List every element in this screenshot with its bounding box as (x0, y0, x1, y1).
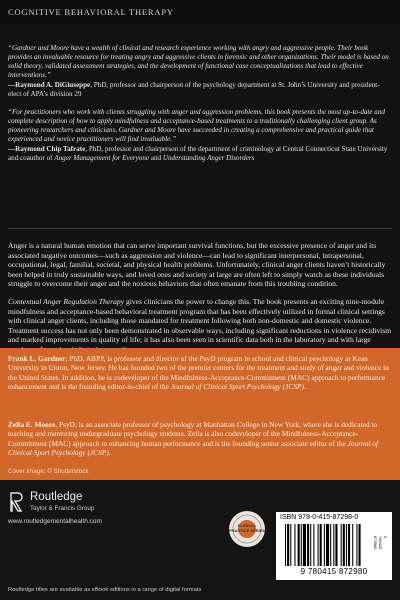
description-paragraph-1: Anger is a natural human emotion that can serve important survival functions, but the excessive presence of anger and its associated negative outcomes—such as aggression and violence—can lead to significant interpersonal, intrapersonal, occupational, legal, familial, societal, and physical health problems. Unfortunately, clinical anger clients haven’t historically been helped in truly sustainable ways, and loved ones and society at large are often left to simply watch as these individuals struggle to overcome their anger and the noxious behaviors that often emanate from this troubling condition. (8, 241, 386, 289)
isbn-label: ISBN 978-0-415-87298-0 (280, 514, 359, 521)
section-divider (8, 228, 392, 229)
book-description (8, 241, 392, 355)
endorsement-attribution (8, 145, 392, 163)
endorsement-quote: “Gardner and Moore have a wealth of clinical and research experience working with angry and aggressive people. Their book provides an invaluable resource for treating angry and aggressive clients in forensic and other organizations. Their model is based on solid theory, validated assessment strategies, and the development of functional case conceptualizations that lead to effective interventions.” (8, 44, 389, 79)
endorsement-affiliation: , PhD, professor and chairperson of the psychology department at St. John’s University and president-elect of APA’s division 29 (8, 81, 380, 98)
author-bio-moore (8, 420, 392, 457)
cover-image-credit: Cover image: © Shutterstock (8, 468, 89, 475)
series-header-bar (0, 0, 400, 24)
barcode-number: 9 780415 872980 (300, 567, 368, 576)
publisher-name: Routledge (30, 491, 83, 503)
endorsements (8, 44, 392, 163)
endorsement-tafrate (8, 108, 392, 163)
author-bio-gardner (8, 354, 392, 391)
conjunction: and (149, 154, 163, 162)
author-name: Frank L. Gardner (8, 354, 66, 363)
author-bio-text: , PhD, ABPP, is professor and director of the PsyD program in school and clinical psychology at Kean University in Union, New Jersey. He has founded two of the premier centers for the treatment and study of anger and violence in the United States. In addition, he is codeveloper of the Mindfulness-Acceptance-Commitment (MAC) approach to performance enhancement and is the founding editor-in-chief of the (8, 354, 389, 391)
book-title: Anger Management for Everyone (54, 154, 150, 162)
endorsement-quote: “For practitioners who work with clients struggling with anger and aggression problems, this book presents the most up-to-date and complete description of how to apply mindfulness and acceptance-based treatments to a traditionally challenging client group. As pioneering researchers and clinicians, Gardner and Moore have succeeded in creating a comprehensive and practical guide that experienced and novice practitioners will find invaluable.” (8, 108, 385, 143)
description-paragraph-2 (8, 297, 392, 355)
author-bio-text: , PsyD, is an associate professor of psychology at Manhattan College in New York, where she is dedicated to teaching and mentoring undergraduate psychology students. Zella is also codeveloper of the Mindfulness-Acceptance-Commitment (MAC) approach to enhancing human performance and is the founding senior associate editor of the (8, 420, 378, 448)
publisher-group: Taylor & Francis Group (30, 505, 95, 512)
book-title: Understanding Anger Disorders (162, 154, 255, 162)
series-title: COGNITIVE BEHAVIORAL THERAPY (8, 7, 174, 17)
journal-title: Journal of Clinical Sport Psychology (JCSP) (170, 381, 305, 391)
book-title: Contextual Anger Regulation Therapy (8, 296, 125, 306)
barcode-icon (285, 524, 385, 566)
ebook-availability-note: Routledge titles are available as eBook editions in a range of digital formats (8, 587, 202, 593)
barcode-side-number: 9 780415 872980 (373, 536, 388, 550)
punctuation: . (304, 381, 306, 391)
endorsement-author: —Raymond A. DiGiuseppe (8, 81, 91, 89)
badge-label: CLINICAL PRACTICE SERIES (228, 523, 266, 533)
punctuation: . (108, 447, 111, 457)
endorsement-author: —Raymond Chip Tafrate (8, 145, 86, 153)
routledge-logo-icon (8, 491, 24, 513)
publisher-website-link[interactable]: www.routledgementalhealth.com (8, 518, 102, 525)
author-name: Zella E. Moore (8, 420, 56, 429)
description-text: gives clinicians the power to change this. The book presents an exciting nine-module mindfulness and acceptance-based behavioral treatment program that has been effectively utilized in formal clinical settings with clinical anger clients, including those mandated for treatment following both non-domestic and domestic violence. Treatment success has not only been demonstrated in observable ways, including significant reductions in violence recidivism and marked improvements in quality of life; it has also been seen in scientific data both in the laboratory and with large (8, 296, 392, 345)
journal-title: Journal of Clinical Sport Psychology (JCSP) (8, 438, 379, 457)
endorsement-affiliation: , PhD, professor and chairperson of the department of criminology at Central Connecticut State University and coauthor of (8, 145, 388, 162)
endorsement-attribution (8, 81, 392, 99)
endorsement-digiuseppe (8, 44, 392, 99)
